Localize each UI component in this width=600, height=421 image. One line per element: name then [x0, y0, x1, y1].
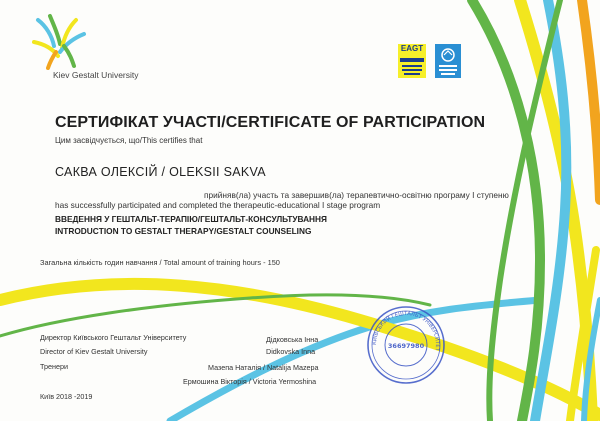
director-name-en: Didkovska Inna: [266, 347, 316, 356]
director-name-ua: Дідковська Інна: [266, 335, 319, 344]
stamp-text: КИЇВСЬКИЙ ГЕШТАЛЬТ УНІВЕРСИТЕТ: [371, 310, 441, 352]
certifies-line: Цим засвідчується, що/This certifies that: [55, 136, 203, 145]
trainer-name-2: Ермошина Вікторія / Victoria Yermoshina: [183, 377, 317, 386]
city-years: Київ 2018 -2019: [40, 392, 93, 401]
program-title-ua: ВВЕДЕННЯ У ГЕШТАЛЬТ-ТЕРАПІЮ/ГЕШТАЛЬТ-КОНСУЛЬТУВАННЯ: [55, 214, 328, 224]
director-title-en: Director of Kiev Gestalt University: [40, 347, 148, 356]
training-hours: Загальна кількість годин навчання / Total amount of training hours - 150: [40, 258, 280, 267]
trainer-name-1: Мазепа Наталія / Natalija Mazepa: [208, 363, 319, 372]
director-title-ua: Директор Київського Гештальт Університету: [40, 333, 187, 342]
accreditation-badge-icon: [435, 44, 461, 78]
participant-name: САКВА ОЛЕКСІЙ / OLEKSII SAKVA: [55, 165, 266, 179]
statement-ua: прийняв(ла) участь та завершив(ла) терапевтично-освітню програму I ступеню: [204, 190, 509, 200]
university-name: Kiev Gestalt University: [53, 70, 139, 80]
eagt-logo-text: EAGT: [400, 44, 424, 53]
kgu-logo-icon: [30, 12, 88, 70]
program-title-en: INTRODUCTION TO GESTALT THERAPY/GESTALT COUNSELING: [55, 226, 312, 236]
statement-en: has successfully participated and completed the therapeutic-educational I stage program: [55, 200, 381, 210]
stamp-code: 36697980: [387, 342, 425, 350]
official-stamp-icon: [365, 304, 447, 386]
certificate-title: СЕРТИФІКАТ УЧАСТІ/CERTIFICATE OF PARTICIPATION: [55, 114, 486, 131]
trainers-label: Тренери: [40, 362, 68, 371]
